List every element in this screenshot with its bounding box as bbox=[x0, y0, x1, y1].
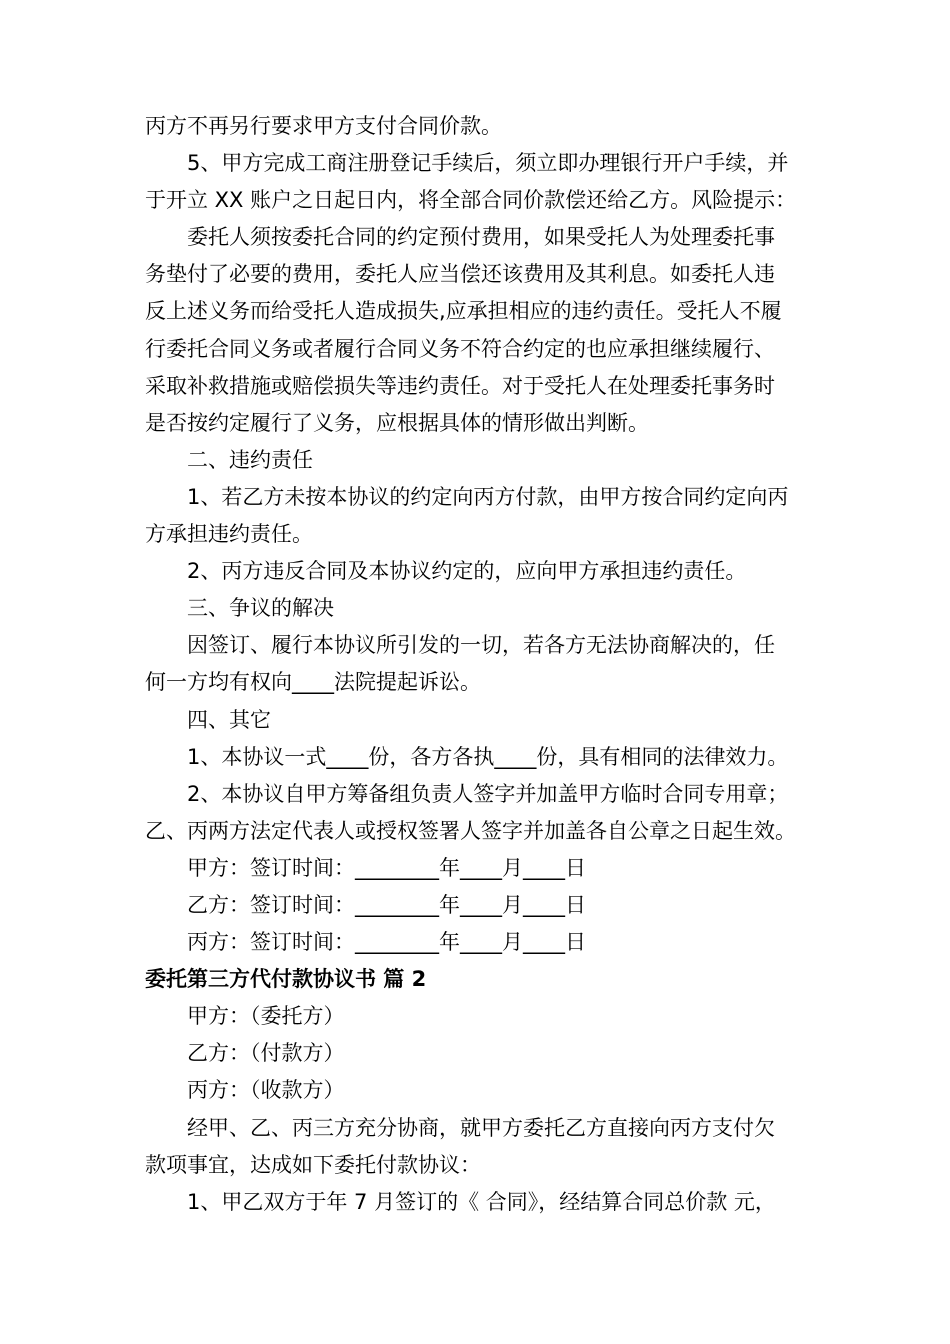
paragraph-line: 丙方不再另行要求甲方支付合同价款。 bbox=[145, 114, 502, 138]
paragraph-line: 方承担违约责任。 bbox=[145, 522, 313, 547]
paragraph-line: 经甲、乙、丙三方充分协商，就甲方委托乙方直接向丙方支付欠 bbox=[187, 1115, 775, 1140]
paragraph-line: 乙方：签订时间：________年____月____日 bbox=[187, 892, 586, 917]
paragraph-line: 2、丙方违反合同及本协议约定的，应向甲方承担违约责任。 bbox=[187, 559, 747, 584]
paragraph-line: 2、本协议自甲方筹备组负责人签字并加盖甲方临时合同专用章； bbox=[187, 781, 789, 806]
section-heading: 委托第三方代付款协议书 篇 2 bbox=[145, 967, 427, 992]
paragraph-line: 丙方：（收款方） bbox=[187, 1078, 345, 1103]
paragraph-line: 乙、丙两方法定代表人或授权签署人签字并加盖各自公章之日起生效。 bbox=[145, 818, 796, 843]
paragraph-line: 乙方：（付款方） bbox=[187, 1041, 345, 1066]
paragraph-line: 甲方：签订时间：________年____月____日 bbox=[187, 855, 586, 880]
document-page bbox=[145, 108, 815, 1221]
paragraph-line: 委托人须按委托合同的约定预付费用，如果受托人为处理委托事 bbox=[187, 225, 775, 250]
paragraph-line: 1、本协议一式____份，各方各执____份，具有相同的法律效力。 bbox=[187, 744, 789, 769]
paragraph-line: 三、争议的解决 bbox=[187, 596, 334, 621]
paragraph-line: 反上述义务而给受托人造成损失,应承担相应的违约责任。受托人不履 bbox=[145, 299, 782, 324]
paragraph-line: 款项事宜，达成如下委托付款协议： bbox=[145, 1152, 481, 1177]
paragraph-line: 因签订、履行本协议所引发的一切，若各方无法协商解决的，任 bbox=[187, 633, 775, 658]
paragraph-line: 1、甲乙双方于年 7 月签订的《 合同》，经结算合同总价款 元， bbox=[187, 1189, 776, 1214]
paragraph-line: 于开立 XX 账户之日起日内，将全部合同价款偿还给乙方。风险提示： bbox=[145, 188, 797, 213]
paragraph-line: 何一方均有权向____法院提起诉讼。 bbox=[145, 670, 481, 695]
paragraph-line: 务垫付了必要的费用，委托人应当偿还该费用及其利息。如委托人违 bbox=[145, 262, 775, 287]
paragraph-line: 是否按约定履行了义务，应根据具体的情形做出判断。 bbox=[145, 410, 649, 435]
paragraph-line: 丙方：签订时间：________年____月____日 bbox=[187, 930, 586, 955]
paragraph-line: 二、违约责任 bbox=[187, 447, 313, 472]
paragraph-line: 甲方：（委托方） bbox=[187, 1004, 345, 1029]
paragraph-line: 采取补救措施或赔偿损失等违约责任。对于受托人在处理委托事务时 bbox=[145, 373, 775, 398]
paragraph-line: 5、甲方完成工商注册登记手续后，须立即办理银行开户手续，并 bbox=[187, 151, 789, 176]
paragraph-line: 四、其它 bbox=[187, 707, 271, 732]
paragraph-line: 行委托合同义务或者履行合同义务不符合约定的也应承担继续履行、 bbox=[145, 336, 775, 361]
paragraph-line: 1、若乙方未按本协议的约定向丙方付款，由甲方按合同约定向丙 bbox=[187, 484, 789, 509]
